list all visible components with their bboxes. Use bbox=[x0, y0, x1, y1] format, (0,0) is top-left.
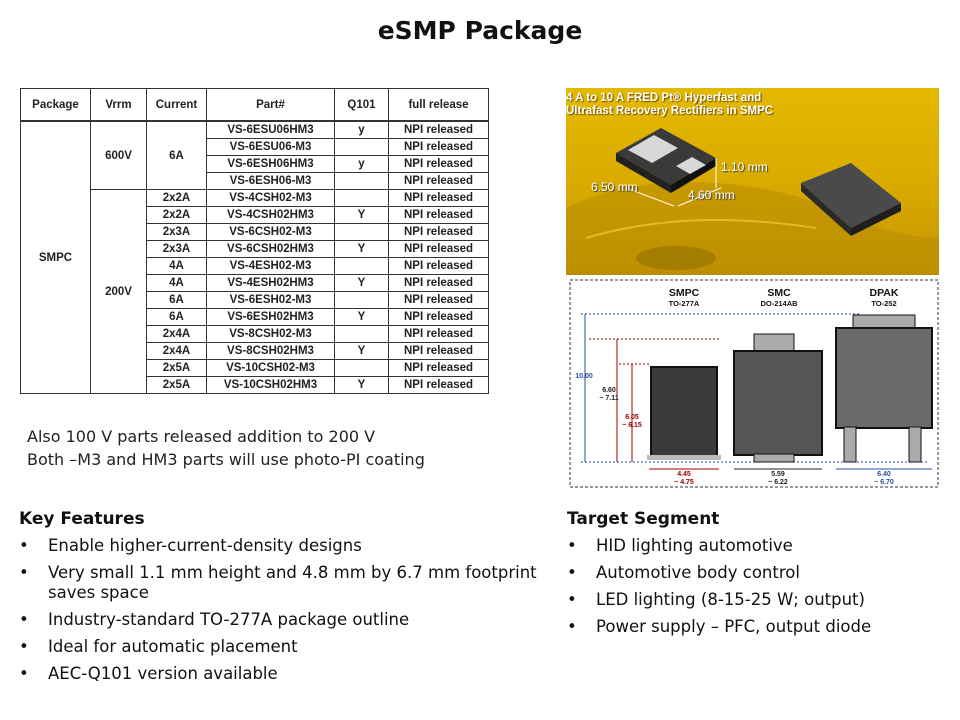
package-comparison-drawing bbox=[569, 279, 939, 488]
column-header: Part# bbox=[207, 89, 335, 122]
list-item: • Very small 1.1 mm height and 4.8 mm by 6.7 mm footprint saves space bbox=[19, 563, 539, 603]
package-code: TO-277A bbox=[668, 299, 700, 308]
current-cell: 2x5A bbox=[147, 377, 207, 394]
dimension-dpak-height: 10.00 bbox=[575, 373, 593, 380]
package-name: SMPC bbox=[668, 287, 700, 299]
dimension-width-label: 4.60 mm bbox=[688, 188, 735, 202]
q101-cell bbox=[335, 326, 389, 343]
q101-cell: Y bbox=[335, 309, 389, 326]
table-header-row bbox=[21, 89, 489, 122]
current-cell: 6A bbox=[147, 292, 207, 309]
part-number-cell: VS-6CSH02-M3 bbox=[207, 224, 335, 241]
dimension-dpak-width: 6.40 ~ 6.70 bbox=[874, 471, 894, 486]
release-status-cell: NPI released bbox=[389, 326, 489, 343]
column-header: full release bbox=[389, 89, 489, 122]
current-cell: 2x2A bbox=[147, 207, 207, 224]
photo-caption bbox=[566, 92, 773, 118]
part-number-cell: VS-6ESH06HM3 bbox=[207, 156, 335, 173]
table-row bbox=[21, 121, 489, 139]
dimension-smc-width: 5.59 ~ 6.22 bbox=[768, 471, 788, 486]
current-cell: 6A bbox=[147, 121, 207, 190]
part-number-cell: VS-6ESU06-M3 bbox=[207, 139, 335, 156]
release-status-cell: NPI released bbox=[389, 309, 489, 326]
release-status-cell: NPI released bbox=[389, 343, 489, 360]
list-item: • Automotive body control bbox=[567, 563, 947, 583]
target-segment-heading: Target Segment bbox=[567, 509, 720, 529]
current-cell: 6A bbox=[147, 309, 207, 326]
release-status-cell: NPI released bbox=[389, 173, 489, 190]
q101-cell bbox=[335, 292, 389, 309]
part-number-cell: VS-6ESH02HM3 bbox=[207, 309, 335, 326]
package-code: TO-252 bbox=[871, 299, 897, 308]
vrrm-cell: 200V bbox=[91, 190, 147, 394]
package-label-dpak bbox=[849, 287, 919, 308]
list-item: • AEC-Q101 version available bbox=[19, 664, 539, 684]
current-cell: 4A bbox=[147, 275, 207, 292]
part-number-cell: VS-6ESH06-M3 bbox=[207, 173, 335, 190]
note-line: Both –M3 and HM3 parts will use photo-PI coating bbox=[27, 450, 425, 469]
page-title: eSMP Package bbox=[377, 16, 583, 45]
column-header: Current bbox=[147, 89, 207, 122]
note-line: Also 100 V parts released addition to 200 V bbox=[27, 427, 376, 446]
release-status-cell: NPI released bbox=[389, 258, 489, 275]
part-number-cell: VS-6ESU06HM3 bbox=[207, 121, 335, 139]
q101-cell bbox=[335, 360, 389, 377]
release-status-cell: NPI released bbox=[389, 275, 489, 292]
dimension-smpc-height: 6.05 ~ 6.15 bbox=[622, 414, 642, 429]
list-item: • Power supply – PFC, output diode bbox=[567, 617, 947, 637]
package-label-smpc bbox=[649, 287, 719, 308]
release-notes bbox=[27, 425, 425, 471]
current-cell: 2x3A bbox=[147, 224, 207, 241]
release-status-cell: NPI released bbox=[389, 190, 489, 207]
product-photo bbox=[566, 88, 939, 275]
q101-cell: Y bbox=[335, 377, 389, 394]
photo-caption-line: 4 A to 10 A FRED Pt® Hyperfast and bbox=[566, 92, 762, 104]
table-body bbox=[21, 121, 489, 394]
column-header: Package bbox=[21, 89, 91, 122]
q101-cell: y bbox=[335, 156, 389, 173]
part-number-cell: VS-4ESH02HM3 bbox=[207, 275, 335, 292]
current-cell: 4A bbox=[147, 258, 207, 275]
list-item: • Ideal for automatic placement bbox=[19, 637, 539, 657]
q101-cell bbox=[335, 224, 389, 241]
dimension-height-label: 1.10 mm bbox=[721, 160, 768, 174]
q101-cell: Y bbox=[335, 207, 389, 224]
part-number-cell: VS-8CSH02-M3 bbox=[207, 326, 335, 343]
release-status-cell: NPI released bbox=[389, 377, 489, 394]
release-status-cell: NPI released bbox=[389, 121, 489, 139]
q101-cell bbox=[335, 139, 389, 156]
column-header: Q101 bbox=[335, 89, 389, 122]
table-row bbox=[21, 190, 489, 207]
vrrm-cell: 600V bbox=[91, 121, 147, 190]
part-number-cell: VS-4CSH02-M3 bbox=[207, 190, 335, 207]
q101-cell: Y bbox=[335, 275, 389, 292]
photo-caption-line: Ultrafast Recovery Rectifiers in SMPC bbox=[566, 105, 774, 117]
package-outline-graphic bbox=[569, 279, 939, 488]
q101-cell: y bbox=[335, 121, 389, 139]
release-status-cell: NPI released bbox=[389, 139, 489, 156]
current-cell: 2x4A bbox=[147, 326, 207, 343]
part-number-cell: VS-6CSH02HM3 bbox=[207, 241, 335, 258]
package-code: DO-214AB bbox=[760, 299, 798, 308]
q101-cell bbox=[335, 258, 389, 275]
q101-cell: Y bbox=[335, 241, 389, 258]
parts-table-wrapper bbox=[20, 88, 492, 398]
key-features-heading: Key Features bbox=[19, 509, 145, 529]
dimension-smpc-width: 4.45 ~ 4.75 bbox=[674, 471, 694, 486]
package-cell: SMPC bbox=[21, 121, 91, 394]
part-number-cell: VS-8CSH02HM3 bbox=[207, 343, 335, 360]
q101-cell: Y bbox=[335, 343, 389, 360]
dimension-smc-height: 6.60 ~ 7.11 bbox=[599, 387, 619, 402]
q101-cell bbox=[335, 173, 389, 190]
part-number-cell: VS-6ESH02-M3 bbox=[207, 292, 335, 309]
list-item: • LED lighting (8-15-25 W; output) bbox=[567, 590, 947, 610]
release-status-cell: NPI released bbox=[389, 207, 489, 224]
target-segment-list bbox=[567, 536, 947, 644]
key-features-list bbox=[19, 536, 539, 691]
release-status-cell: NPI released bbox=[389, 224, 489, 241]
list-item: • Industry-standard TO-277A package outline bbox=[19, 610, 539, 630]
package-label-smc bbox=[744, 287, 814, 308]
column-header: Vrrm bbox=[91, 89, 147, 122]
part-number-cell: VS-10CSH02HM3 bbox=[207, 377, 335, 394]
part-number-cell: VS-10CSH02-M3 bbox=[207, 360, 335, 377]
current-cell: 2x5A bbox=[147, 360, 207, 377]
release-status-cell: NPI released bbox=[389, 360, 489, 377]
list-item: • HID lighting automotive bbox=[567, 536, 947, 556]
dimension-length-label: 6.50 mm bbox=[591, 180, 638, 194]
release-status-cell: NPI released bbox=[389, 156, 489, 173]
parts-table bbox=[20, 88, 489, 394]
part-number-cell: VS-4CSH02HM3 bbox=[207, 207, 335, 224]
package-name: SMC bbox=[767, 287, 791, 299]
current-cell: 2x2A bbox=[147, 190, 207, 207]
list-item: • Enable higher-current-density designs bbox=[19, 536, 539, 556]
package-name: DPAK bbox=[869, 287, 899, 299]
part-number-cell: VS-4ESH02-M3 bbox=[207, 258, 335, 275]
release-status-cell: NPI released bbox=[389, 292, 489, 309]
current-cell: 2x4A bbox=[147, 343, 207, 360]
current-cell: 2x3A bbox=[147, 241, 207, 258]
q101-cell bbox=[335, 190, 389, 207]
release-status-cell: NPI released bbox=[389, 241, 489, 258]
